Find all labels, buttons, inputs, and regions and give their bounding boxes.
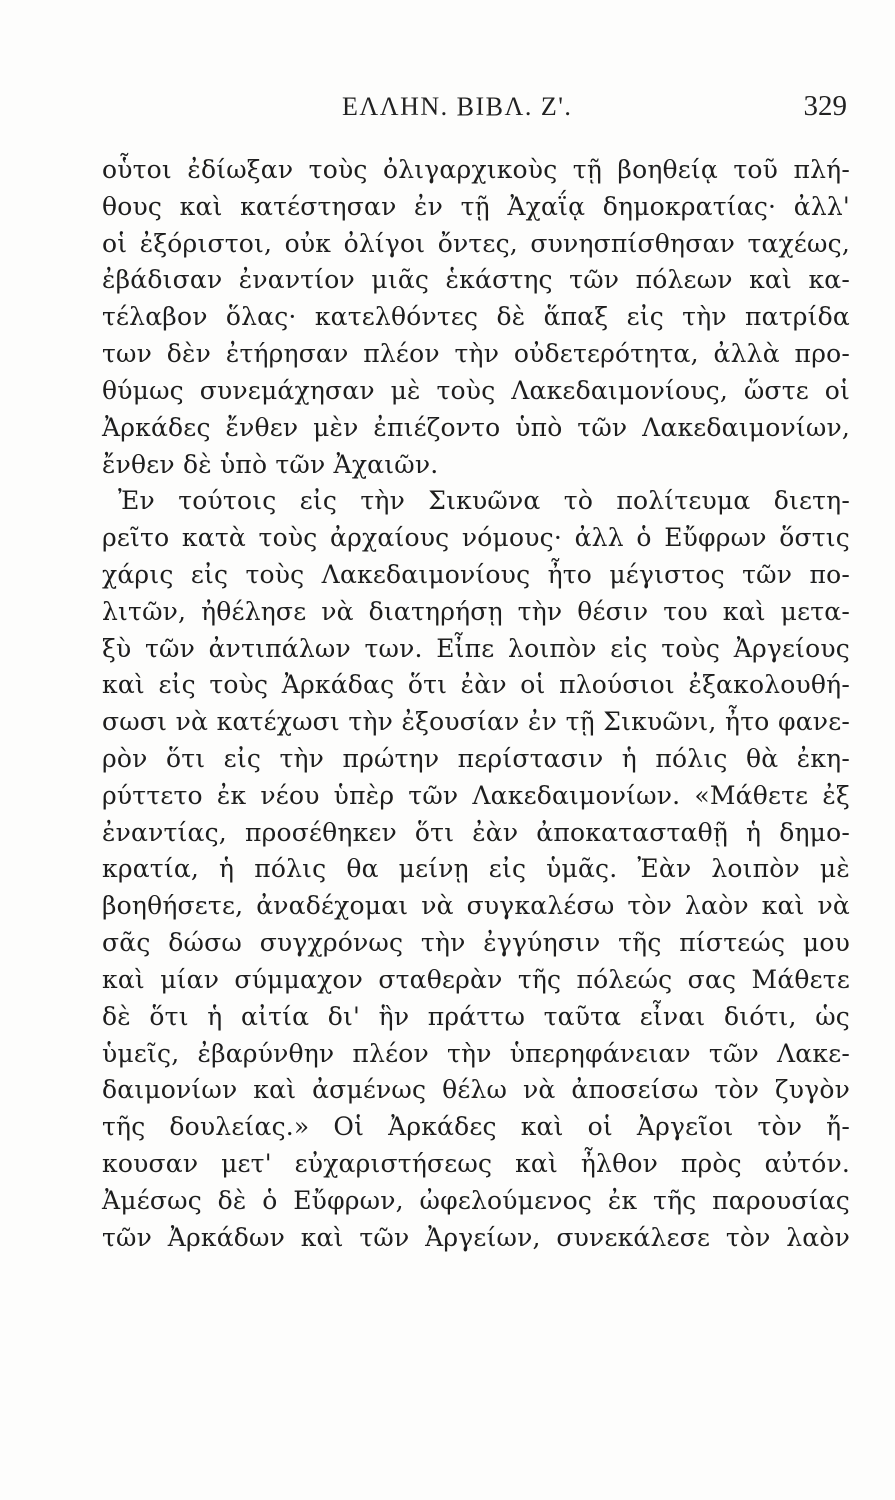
text-line: οἱ ἐξόριστοι, οὐκ ὀλίγοι ὄντες, συνησπίσθησαν ταχέως,: [102, 228, 850, 258]
text-line: τῆς δουλείας.» Οἱ Ἀρκάδες καὶ οἱ Ἀργεῖοι τὸν ἤ-: [102, 1112, 850, 1142]
text-line: ἐβάδισαν ἐναντίον μιᾶς ἑκάστης τῶν πόλεων καὶ κα-: [102, 265, 850, 295]
text-line: δὲ ὅτι ἡ αἰτία δι' ἣν πράττω ταῦτα εἶναι διότι, ὡς: [102, 1001, 850, 1031]
text-line: δαιμονίων καὶ ἀσμένως θέλω νὰ ἀποσείσω τὸν ζυγὸν: [102, 1075, 850, 1105]
text-line: ξὺ τῶν ἀντιπάλων των. Εἶπε λοιπὸν εἰς τοὺς Ἀργείους: [102, 633, 850, 663]
body-text: [102, 152, 850, 1256]
text-line: ρύττετο ἐκ νέου ὑπὲρ τῶν Λακεδαιμονίων. «Μάθετε ἐξ: [102, 780, 850, 810]
text-line: τέλαβον ὅλας· κατελθόντες δὲ ἅπαξ εἰς τὴν πατρίδα: [102, 302, 850, 332]
text-line: ρεῖτο κατὰ τοὺς ἀρχαίους νόμους· ἀλλ ὁ Εὔφρων ὅστις: [102, 523, 850, 553]
text-line: Ἀρκάδες ἔνθεν μὲν ἐπιέζοντο ὑπὸ τῶν Λακεδαιμονίων,: [102, 412, 850, 442]
text-line: των δὲν ἐτήρησαν πλέον τὴν οὐδετερότητα, ἀλλὰ προ-: [102, 339, 850, 369]
text-line: χάρις εἰς τοὺς Λακεδαιμονίους ἦτο μέγιστος τῶν πο-: [102, 559, 850, 589]
page-number: 329: [803, 90, 847, 122]
text-line: ρὸν ὅτι εἰς τὴν πρώτην περίστασιν ἡ πόλις θὰ ἐκη-: [102, 744, 850, 773]
text-line: λιτῶν, ἠθέλησε νὰ διατηρήσῃ τὴν θέσιν του καὶ μετα-: [102, 596, 850, 626]
text-line: ἐναντίας, προσέθηκεν ὅτι ἐὰν ἀποκατασταθῇ ἡ δημο-: [102, 817, 850, 847]
text-line: θύμως συνεμάχησαν μὲ τοὺς Λακεδαιμονίους, ὥστε οἱ: [102, 375, 850, 405]
text-line: σωσι νὰ κατέχωσι τὴν ἐξουσίαν ἐν τῇ Σικυῶνι, ἦτο φανε-: [102, 707, 850, 737]
text-line: βοηθήσετε, ἀναδέχομαι νὰ συγκαλέσω τὸν λαὸν καὶ νὰ: [102, 891, 850, 921]
text-line: οὗτοι ἐδίωξαν τοὺς ὀλιγαρχικοὺς τῇ βοηθείᾳ τοῦ πλή-: [102, 155, 850, 184]
running-head: ΕΛΛΗΝ. ΒΙΒΛ. Ζ'.: [342, 92, 573, 121]
text-line: ὑμεῖς, ἐβαρύνθην πλέον τὴν ὑπερηφάνειαν τῶν Λακε-: [102, 1038, 850, 1068]
paragraph-end-line: ἔνθεν δὲ ὑπὸ τῶν Ἀχαιῶν.: [102, 449, 439, 479]
text-line: σᾶς δώσω συγχρόνως τὴν ἐγγύησιν τῆς πίστεώς μου: [102, 928, 850, 958]
paragraph-start-line: Ἐν τούτοις εἰς τὴν Σικυῶνα τὸ πολίτευμα διετη-: [118, 486, 850, 516]
text-line: θους καὶ κατέστησαν ἐν τῇ Ἀχαΐᾳ δημοκρατίας· ἀλλ': [102, 191, 850, 221]
text-line: Ἀμέσως δὲ ὁ Εὔφρων, ὠφελούμενος ἐκ τῆς παρουσίας: [102, 1185, 850, 1215]
text-line: τῶν Ἀρκάδων καὶ τῶν Ἀργείων, συνεκάλεσε τὸν λαὸν: [102, 1222, 850, 1252]
text-line: καὶ εἰς τοὺς Ἀρκάδας ὅτι ἐὰν οἱ πλούσιοι ἐξακολουθή-: [102, 670, 850, 700]
text-line: κρατία, ἡ πόλις θα μείνῃ εἰς ὑμᾶς. Ἐὰν λοιπὸν μὲ: [102, 854, 850, 884]
text-line: κουσαν μετ' εὐχαριστήσεως καὶ ἦλθον πρὸς αὐτόν.: [102, 1148, 850, 1178]
text-line: καὶ μίαν σύμμαχον σταθερὰν τῆς πόλεώς σας Μάθετε: [102, 964, 850, 994]
